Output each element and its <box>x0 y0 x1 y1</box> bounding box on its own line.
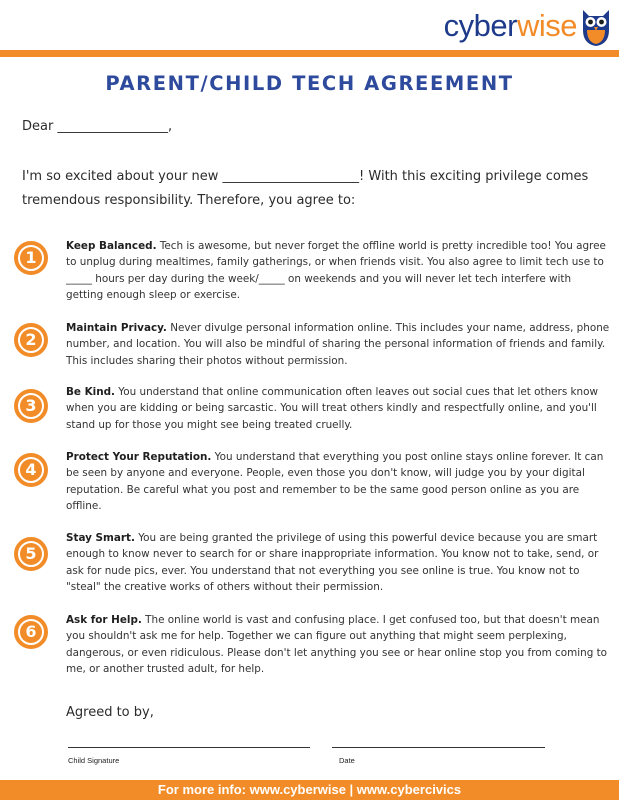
number-badge-3-icon <box>14 389 48 423</box>
number-badge-5-icon <box>14 537 48 571</box>
number-badge-3-label: 3 <box>20 395 42 417</box>
agreement-item-5-body: You are being granted the privilege of using this powerful device because you are smart enough to know never to search for or share inappropriate information. You know not to take, send, or ask for nude pics, ever. You understand that not everything you see online is true. You know not to "steal" the creative works of others without their permission. <box>66 532 599 593</box>
child-signature-line[interactable] <box>68 747 310 748</box>
number-badge-2-icon <box>14 323 48 357</box>
agreement-item-1-text <box>66 238 611 303</box>
cyberwise-logo <box>444 8 577 44</box>
number-badge-4-icon <box>14 453 48 487</box>
owl-logo-icon <box>579 4 613 48</box>
agreement-item-6-body: The online world is vast and confusing place. I get confused too, but that doesn't mean you shouldn't ask me for help. Together we can figure out anything that might seem perplexing, dangerous, or even ridiculous. Please don't let anything you see or hear online stop you from coming to me, or another trusted adult, for help. <box>66 614 608 675</box>
header <box>0 0 619 52</box>
agreement-item-3-text <box>66 384 611 433</box>
agreement-item-2-heading: Maintain Privacy. <box>66 322 167 334</box>
header-divider <box>0 50 619 57</box>
agreed-to-by-label: Agreed to by, <box>66 705 154 720</box>
agreement-item-1-heading: Keep Balanced. <box>66 240 157 252</box>
date-label: Date <box>339 756 355 765</box>
intro-paragraph: I'm so excited about your new _____________________! With this exciting privilege comes tremendous responsibility. Therefore, you agree to: <box>22 169 589 208</box>
agreement-item-1-body: Tech is awesome, but never forget the offline world is pretty incredible too! You agree to unplug during mealtimes, family gatherings, or when friends visit. You also agree to limit tech use to _____ hours per day during the week/_____ on weekends and you will never let tech interfere with getting enough sleep or exercise. <box>66 240 606 301</box>
agreement-item-3-heading: Be Kind. <box>66 386 115 398</box>
number-badge-4-label: 4 <box>20 459 42 481</box>
number-badge-5-label: 5 <box>20 543 42 565</box>
agreement-item-6-heading: Ask for Help. <box>66 614 142 626</box>
agreement-item-2-body: Never divulge personal information online. This includes your name, address, phone number, and location. You will also be mindful of sharing the personal information of friends and family. This includes sharing their photos without permission. <box>66 322 610 367</box>
agreement-item-4-body: You understand that everything you post online stays online forever. It can be seen by anyone and everyone. People, even those you don't know, will judge you by your digital reputation. Be careful what you post and remember to be the same good person online as you are offline. <box>66 451 604 512</box>
agreement-item-6-text <box>66 612 611 677</box>
child-signature-label: Child Signature <box>68 756 120 765</box>
greeting-line: Dear _________________, <box>22 119 173 134</box>
date-signature-line[interactable] <box>332 747 545 748</box>
agreement-item-2-text <box>66 320 611 369</box>
agreement-item-5-text <box>66 530 611 595</box>
number-badge-6-icon <box>14 615 48 649</box>
number-badge-6-label: 6 <box>20 621 42 643</box>
number-badge-2-label: 2 <box>20 329 42 351</box>
footer-info-bar: For more info: www.cyberwise | www.cybercivics <box>0 780 619 800</box>
logo-text-cyber: cyber <box>443 8 517 43</box>
number-badge-1-label: 1 <box>20 247 42 269</box>
logo-text-wise: wise <box>516 8 577 43</box>
agreement-item-4-text <box>66 449 611 514</box>
agreement-item-4-heading: Protect Your Reputation. <box>66 451 212 463</box>
agreement-item-3-body: You understand that online communication often leaves out social cues that let others know when you are kidding or being sarcastic. You will treat others kindly and respectfully online, and you'll stand up for those you might see being treated cruelly. <box>66 386 598 431</box>
number-badge-1-icon <box>14 241 48 275</box>
document-title: PARENT/CHILD TECH AGREEMENT <box>105 72 514 95</box>
agreement-item-5-heading: Stay Smart. <box>66 532 135 544</box>
